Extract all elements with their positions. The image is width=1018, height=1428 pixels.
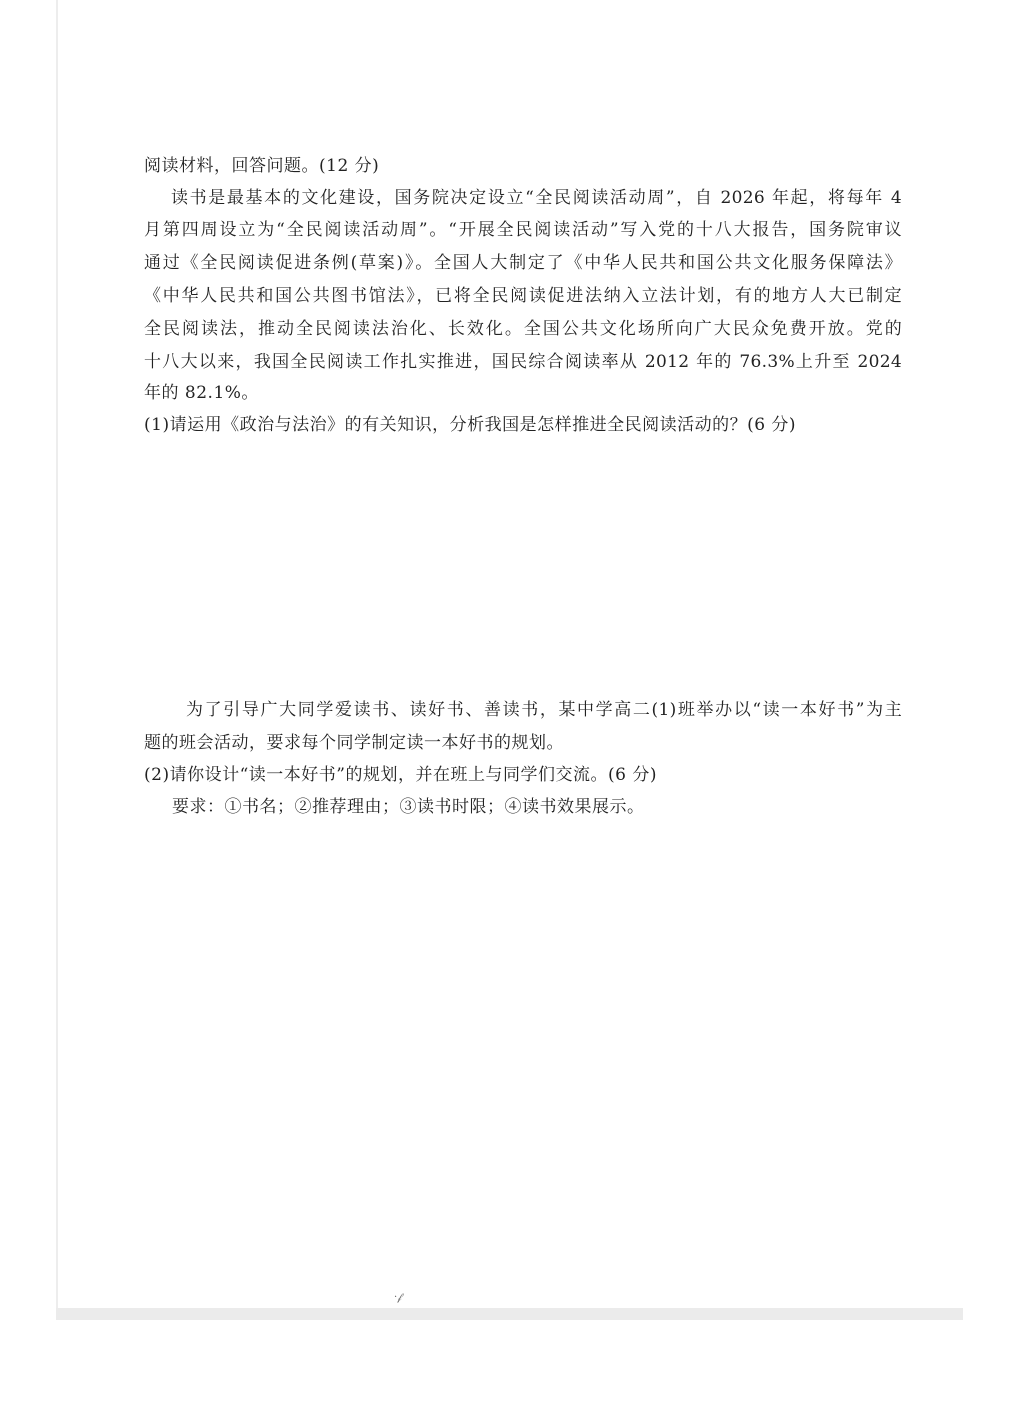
- question-1: (1)请运用《政治与法治》的有关知识，分析我国是怎样推进全民阅读活动的？(6 分): [144, 415, 797, 435]
- material-line: 全民阅读法，推动全民阅读法治化、长效化。全国公共文化场所向广大民众免费开放。党的: [144, 319, 902, 339]
- section-heading: 阅读材料，回答问题。(12 分): [144, 156, 380, 176]
- material-line: 《中华人民共和国公共图书馆法》，已将全民阅读促进法纳入立法计划，有的地方人大已制定: [144, 286, 902, 306]
- material-line: 年的 82.1%。: [144, 383, 259, 403]
- footer-mark: ·𝒻: [394, 1292, 402, 1303]
- material-line: 月第四周设立为“全民阅读活动周”。“开展全民阅读活动”写入党的十八大报告，国务院审议: [144, 220, 902, 240]
- material-line: 十八大以来，我国全民阅读工作扎实推进，国民综合阅读率从 2012 年的 76.3%上升至 2024: [144, 352, 902, 372]
- requirements: 要求：①书名；②推荐理由；③读书时限；④读书效果展示。: [172, 797, 645, 817]
- question-2: (2)请你设计“读一本好书”的规划，并在班上与同学们交流。(6 分): [144, 765, 657, 785]
- material-line: 读书是最基本的文化建设，国务院决定设立“全民阅读活动周”，自 2026 年起，将每年 4: [171, 188, 902, 208]
- page-bottom-band: [56, 1308, 963, 1320]
- material2-line: 为了引导广大同学爱读书、读好书、善读书，某中学高二(1)班举办以“读一本好书”为主: [186, 700, 902, 720]
- material-line: 通过《全民阅读促进条例(草案)》。全国人大制定了《中华人民共和国公共文化服务保障法》: [144, 253, 902, 273]
- material2-line: 题的班会活动，要求每个同学制定读一本好书的规划。: [144, 733, 564, 753]
